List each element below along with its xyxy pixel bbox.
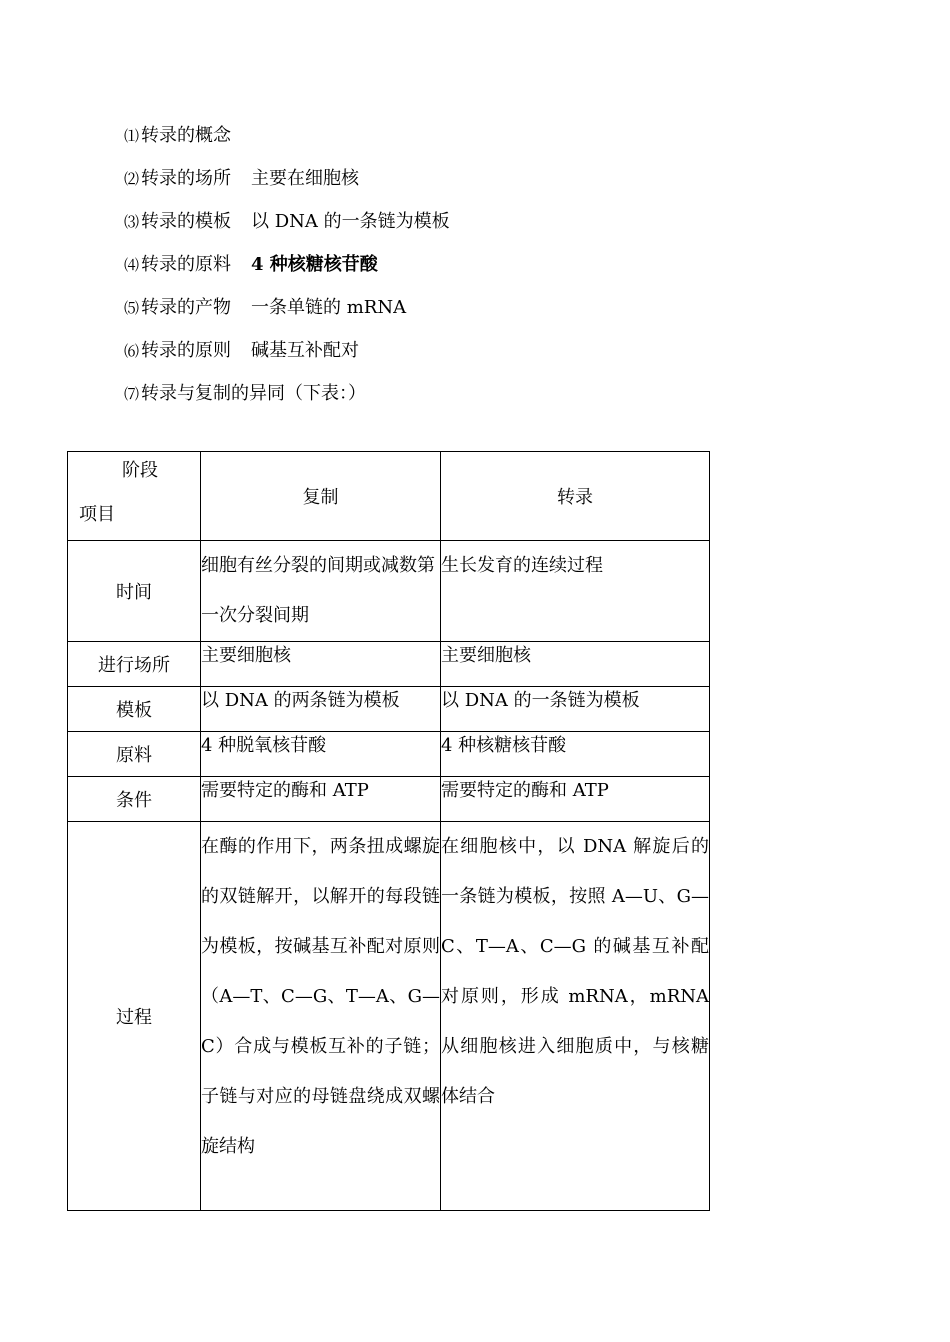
replication-cell: 主要细胞核: [201, 642, 441, 687]
row-item-label: 进行场所: [68, 642, 201, 687]
point-number: ⑹: [124, 342, 140, 360]
transcription-points: [124, 122, 824, 423]
row-item-label: 原料: [68, 732, 201, 777]
point-value: 一条单链的 mRNA: [251, 297, 407, 318]
row-item-label: 过程: [68, 822, 201, 1211]
corner-item-label: 项目: [79, 504, 115, 525]
point-number: ⑺: [124, 385, 140, 403]
point-label: 转录的模板: [141, 211, 232, 232]
point-number: ⑴: [124, 127, 140, 145]
point-location: [124, 165, 824, 208]
transcription-cell: 生长发育的连续过程: [441, 541, 710, 642]
point-label: 转录的概念: [141, 125, 232, 146]
table-row: [68, 777, 710, 822]
point-concept: [124, 122, 824, 165]
transcription-cell: 主要细胞核: [441, 642, 710, 687]
point-number: ⑵: [124, 170, 140, 188]
point-value: 碱基互补配对: [251, 340, 360, 361]
replication-cell: 以 DNA 的两条链为模板: [201, 687, 441, 732]
transcription-cell: 需要特定的酶和 ATP: [441, 777, 710, 822]
point-comparison: [124, 380, 824, 423]
header-transcription: 转录: [441, 452, 710, 541]
comparison-table: [67, 451, 710, 1211]
point-label: 转录的原则: [141, 340, 232, 361]
row-item-label: 条件: [68, 777, 201, 822]
point-label: 转录的场所: [141, 168, 232, 189]
transcription-cell: 4 种核糖核苷酸: [441, 732, 710, 777]
point-value: 主要在细胞核: [251, 168, 360, 189]
table-row: [68, 822, 710, 1211]
point-principle: [124, 337, 824, 380]
table-row: [68, 732, 710, 777]
point-label: 转录的产物: [141, 297, 232, 318]
replication-cell: 在酶的作用下，两条扭成螺旋的双链解开，以解开的每段链为模板，按碱基互补配对原则（A—T、C—G、T—A、G—C）合成与模板互补的子链；子链与对应的母链盘绕成双螺旋结构: [201, 822, 441, 1211]
replication-cell: 需要特定的酶和 ATP: [201, 777, 441, 822]
point-template: [124, 208, 824, 251]
corner-stage-label: 阶段: [122, 460, 158, 481]
point-value: 以 DNA 的一条链为模板: [251, 211, 450, 232]
table-row: [68, 642, 710, 687]
point-number: ⑸: [124, 299, 140, 317]
corner-header-cell: [68, 452, 201, 541]
transcription-cell: 以 DNA 的一条链为模板: [441, 687, 710, 732]
header-replication: 复制: [201, 452, 441, 541]
table-row: [68, 687, 710, 732]
transcription-cell: 在细胞核中，以 DNA 解旋后的一条链为模板，按照 A—U、G—C、T—A、C—G 的碱基互补配对原则，形成 mRNA，mRNA 从细胞核进入细胞质中，与核糖体结合: [441, 822, 710, 1211]
table-row: [68, 541, 710, 642]
point-value: 4 种核糖核苷酸: [251, 254, 378, 275]
point-product: [124, 294, 824, 337]
point-raw-material: [124, 251, 824, 294]
point-number: ⑷: [124, 256, 140, 274]
table-header-row: [68, 452, 710, 541]
row-item-label: 模板: [68, 687, 201, 732]
row-item-label: 时间: [68, 541, 201, 642]
point-number: ⑶: [124, 213, 140, 231]
replication-cell: 细胞有丝分裂的间期或减数第一次分裂间期: [201, 541, 441, 642]
point-label: 转录的原料: [141, 254, 232, 275]
point-label: 转录与复制的异同（下表：）: [141, 383, 367, 404]
replication-cell: 4 种脱氧核苷酸: [201, 732, 441, 777]
